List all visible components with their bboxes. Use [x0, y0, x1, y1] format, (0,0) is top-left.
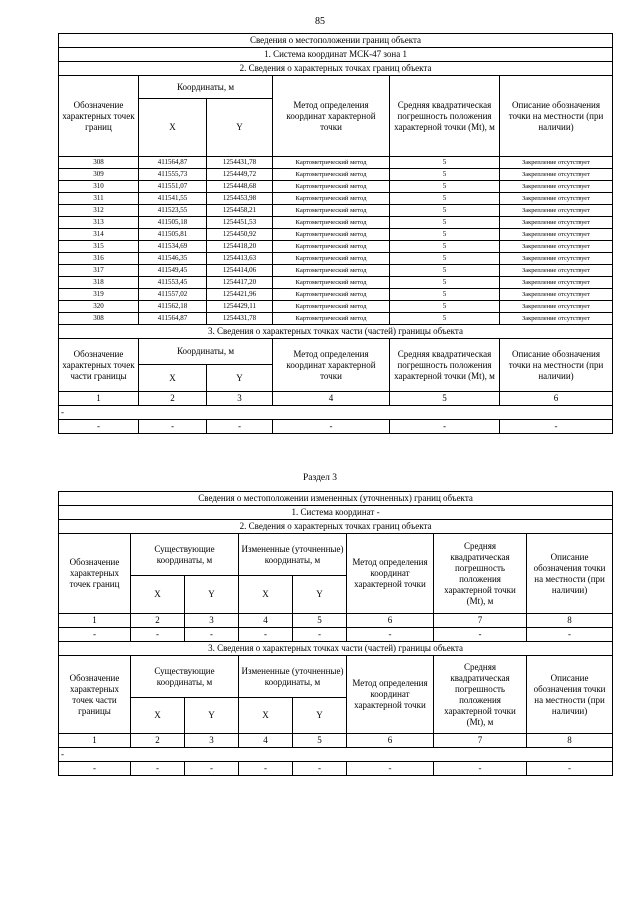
- mt-cell: 5: [390, 277, 500, 289]
- col-num: 6: [347, 614, 434, 628]
- dash-cell: -: [527, 762, 613, 776]
- mt-cell: 5: [390, 289, 500, 301]
- table-row: [59, 313, 613, 325]
- dash-cell: -: [185, 762, 239, 776]
- dash-row: [59, 628, 613, 642]
- x-cell: 411549,45: [139, 265, 207, 277]
- col-num: 2: [131, 614, 185, 628]
- x-cell: 411546,35: [139, 253, 207, 265]
- point-cell: 316: [59, 253, 139, 265]
- y-cell: 1254429,11: [207, 301, 273, 313]
- mt-cell: 5: [390, 193, 500, 205]
- point-cell: 317: [59, 265, 139, 277]
- col-num: 6: [347, 734, 434, 748]
- header-method: Метод определения координат характерной точки: [273, 76, 390, 157]
- y-cell: 1254449,72: [207, 169, 273, 181]
- col-num: 7: [434, 734, 527, 748]
- header3-method: Метод определения координат характерной точки: [347, 656, 434, 734]
- boundaries-table: [58, 33, 613, 434]
- x-cell: 411534,69: [139, 241, 207, 253]
- y-cell: 1254431,78: [207, 313, 273, 325]
- mt-cell: 5: [390, 217, 500, 229]
- description-cell: Закрепление отсутствует: [500, 181, 613, 193]
- method-cell: Картометрический метод: [273, 157, 390, 169]
- header3-description: Описание обозначения точки на местности (при наличии): [527, 656, 613, 734]
- dash-cell: -: [59, 420, 139, 434]
- col-num: 5: [293, 734, 347, 748]
- dash-cell: -: [527, 628, 613, 642]
- y-cell: 1254431,78: [207, 157, 273, 169]
- section-3-title: 3. Сведения о характерных точках части (частей) границы объекта: [59, 325, 613, 339]
- description-cell: Закрепление отсутствует: [500, 301, 613, 313]
- method-cell: Картометрический метод: [273, 253, 390, 265]
- mt-cell: 5: [390, 169, 500, 181]
- col-num: 3: [185, 614, 239, 628]
- col-num: 7: [434, 614, 527, 628]
- changed-boundaries-table: [58, 491, 613, 776]
- dash-cell: -: [139, 420, 207, 434]
- col-num: 4: [239, 734, 293, 748]
- header3-error: Средняя квадратическая погрешность положения характерной точки (Mt), м: [434, 656, 527, 734]
- method-cell: Картометрический метод: [273, 301, 390, 313]
- header3-method: Метод определения координат характерной точки: [273, 339, 390, 392]
- col-num: 1: [59, 392, 139, 406]
- table-row: [59, 277, 613, 289]
- x-cell: 411555,73: [139, 169, 207, 181]
- description-cell: Закрепление отсутствует: [500, 217, 613, 229]
- method-cell: Картометрический метод: [273, 289, 390, 301]
- header-coordinates: Координаты, м: [139, 76, 273, 99]
- mt-cell: 5: [390, 253, 500, 265]
- point-cell: 313: [59, 217, 139, 229]
- header3-x: X: [139, 365, 207, 392]
- header3-existing-x: X: [131, 698, 185, 734]
- header3-changed-y: Y: [293, 698, 347, 734]
- blank-row: -: [59, 406, 613, 420]
- method-cell: Картометрический метод: [273, 313, 390, 325]
- section-2-title: 2. Сведения о характерных точках границ объекта: [59, 62, 613, 76]
- x-cell: 411551,07: [139, 181, 207, 193]
- y-cell: 1254417,20: [207, 277, 273, 289]
- point-cell: 315: [59, 241, 139, 253]
- point-cell: 312: [59, 205, 139, 217]
- header3-existing-y: Y: [185, 698, 239, 734]
- blank-row: -: [59, 748, 613, 762]
- dash-row: [59, 420, 613, 434]
- dash-cell: -: [390, 420, 500, 434]
- header-designation: Обозначение характерных точек границ: [59, 534, 131, 614]
- dash-cell: -: [59, 762, 131, 776]
- x-cell: 411541,55: [139, 193, 207, 205]
- description-cell: Закрепление отсутствует: [500, 277, 613, 289]
- y-cell: 1254451,53: [207, 217, 273, 229]
- dash-cell: -: [347, 762, 434, 776]
- header3-error: Средняя квадратическая погрешность положения характерной точки (Mt), м: [390, 339, 500, 392]
- description-cell: Закрепление отсутствует: [500, 265, 613, 277]
- dash-cell: -: [239, 628, 293, 642]
- x-cell: 411562,18: [139, 301, 207, 313]
- dash-cell: -: [293, 628, 347, 642]
- table-row: [59, 265, 613, 277]
- column-numbers-row: [59, 614, 613, 628]
- x-cell: 411564,87: [139, 313, 207, 325]
- table-row: [59, 217, 613, 229]
- point-cell: 318: [59, 277, 139, 289]
- header-error: Средняя квадратическая погрешность положения характерной точки (Mt), м: [434, 534, 527, 614]
- mt-cell: 5: [390, 301, 500, 313]
- header-designation: Обозначение характерных точек границ: [59, 76, 139, 157]
- dash-cell: -: [131, 628, 185, 642]
- description-cell: Закрепление отсутствует: [500, 157, 613, 169]
- col-num: 6: [500, 392, 613, 406]
- col-num: 3: [207, 392, 273, 406]
- header-error: Средняя квадратическая погрешность положения характерной точки (Mt), м: [390, 76, 500, 157]
- column-numbers-row: [59, 392, 613, 406]
- dash-cell: -: [434, 762, 527, 776]
- method-cell: Картометрический метод: [273, 241, 390, 253]
- description-cell: Закрепление отсутствует: [500, 241, 613, 253]
- description-cell: Закрепление отсутствует: [500, 169, 613, 181]
- header3-changed: Измененные (уточненные) координаты, м: [239, 656, 347, 698]
- description-cell: Закрепление отсутствует: [500, 193, 613, 205]
- coord-system: 1. Система координат -: [59, 506, 613, 520]
- page-number: 85: [315, 16, 325, 27]
- col-num: 1: [59, 734, 131, 748]
- table-row: [59, 241, 613, 253]
- y-cell: 1254453,98: [207, 193, 273, 205]
- col-num: 5: [293, 614, 347, 628]
- dash-cell: -: [273, 420, 390, 434]
- table-row: [59, 205, 613, 217]
- method-cell: Картометрический метод: [273, 229, 390, 241]
- mt-cell: 5: [390, 157, 500, 169]
- point-cell: 320: [59, 301, 139, 313]
- point-cell: 311: [59, 193, 139, 205]
- y-cell: 1254421,96: [207, 289, 273, 301]
- mt-cell: 5: [390, 241, 500, 253]
- y-cell: 1254450,92: [207, 229, 273, 241]
- col-num: 5: [390, 392, 500, 406]
- method-cell: Картометрический метод: [273, 265, 390, 277]
- description-cell: Закрепление отсутствует: [500, 313, 613, 325]
- description-cell: Закрепление отсутствует: [500, 229, 613, 241]
- dash-cell: -: [207, 420, 273, 434]
- x-cell: 411523,55: [139, 205, 207, 217]
- col-num: 8: [527, 734, 613, 748]
- dash-row: [59, 762, 613, 776]
- col-num: 8: [527, 614, 613, 628]
- method-cell: Картометрический метод: [273, 193, 390, 205]
- section-title: Раздел 3: [303, 473, 337, 483]
- header3-coordinates: Координаты, м: [139, 339, 273, 365]
- description-cell: Закрепление отсутствует: [500, 289, 613, 301]
- table-row: [59, 253, 613, 265]
- table-row: [59, 169, 613, 181]
- dash-cell: -: [185, 628, 239, 642]
- y-cell: 1254413,63: [207, 253, 273, 265]
- method-cell: Картометрический метод: [273, 277, 390, 289]
- header-existing: Существующие координаты, м: [131, 534, 239, 576]
- dash-cell: -: [131, 762, 185, 776]
- coord-system: 1. Система координат МСК-47 зона 1: [59, 48, 613, 62]
- point-cell: 308: [59, 157, 139, 169]
- description-cell: Закрепление отсутствует: [500, 253, 613, 265]
- header3-existing: Существующие координаты, м: [131, 656, 239, 698]
- table-row: [59, 157, 613, 169]
- x-cell: 411557,02: [139, 289, 207, 301]
- table-title: Сведения о местоположении измененных (уточненных) границ объекта: [59, 492, 613, 506]
- dash-cell: -: [59, 628, 131, 642]
- header-description: Описание обозначения точки на местности (при наличии): [527, 534, 613, 614]
- point-cell: 319: [59, 289, 139, 301]
- method-cell: Картометрический метод: [273, 169, 390, 181]
- mt-cell: 5: [390, 313, 500, 325]
- x-cell: 411505,18: [139, 217, 207, 229]
- header-y: Y: [207, 99, 273, 157]
- header-x: X: [139, 99, 207, 157]
- header-method: Метод определения координат характерной точки: [347, 534, 434, 614]
- header3-designation: Обозначение характерных точек части границы: [59, 656, 131, 734]
- y-cell: 1254414,06: [207, 265, 273, 277]
- y-cell: 1254448,68: [207, 181, 273, 193]
- x-cell: 411564,87: [139, 157, 207, 169]
- header-existing-y: Y: [185, 576, 239, 614]
- dash-cell: -: [434, 628, 527, 642]
- section-3-title: 3. Сведения о характерных точках части (частей) границы объекта: [59, 642, 613, 656]
- col-num: 3: [185, 734, 239, 748]
- header3-changed-x: X: [239, 698, 293, 734]
- dash-cell: -: [347, 628, 434, 642]
- dash-cell: -: [293, 762, 347, 776]
- table-row: [59, 181, 613, 193]
- point-cell: 310: [59, 181, 139, 193]
- header3-description: Описание обозначения точки на местности (при наличии): [500, 339, 613, 392]
- table-row: [59, 289, 613, 301]
- point-cell: 308: [59, 313, 139, 325]
- dash-cell: -: [500, 420, 613, 434]
- table-row: [59, 301, 613, 313]
- col-num: 4: [239, 614, 293, 628]
- header3-designation: Обозначение характерных точек части границы: [59, 339, 139, 392]
- header-changed: Измененные (уточненные) координаты, м: [239, 534, 347, 576]
- description-cell: Закрепление отсутствует: [500, 205, 613, 217]
- mt-cell: 5: [390, 265, 500, 277]
- col-num: 4: [273, 392, 390, 406]
- y-cell: 1254458,21: [207, 205, 273, 217]
- method-cell: Картометрический метод: [273, 181, 390, 193]
- dash-cell: -: [239, 762, 293, 776]
- y-cell: 1254418,20: [207, 241, 273, 253]
- section-2-title: 2. Сведения о характерных точках границ объекта: [59, 520, 613, 534]
- mt-cell: 5: [390, 229, 500, 241]
- x-cell: 411505,81: [139, 229, 207, 241]
- mt-cell: 5: [390, 181, 500, 193]
- header3-y: Y: [207, 365, 273, 392]
- header-changed-x: X: [239, 576, 293, 614]
- col-num: 2: [139, 392, 207, 406]
- header-existing-x: X: [131, 576, 185, 614]
- header-changed-y: Y: [293, 576, 347, 614]
- table-row: [59, 229, 613, 241]
- table-title: Сведения о местоположении границ объекта: [59, 34, 613, 48]
- x-cell: 411553,45: [139, 277, 207, 289]
- column-numbers-row: [59, 734, 613, 748]
- header-description: Описание обозначения точки на местности (при наличии): [500, 76, 613, 157]
- col-num: 2: [131, 734, 185, 748]
- method-cell: Картометрический метод: [273, 217, 390, 229]
- point-cell: 314: [59, 229, 139, 241]
- method-cell: Картометрический метод: [273, 205, 390, 217]
- mt-cell: 5: [390, 205, 500, 217]
- point-cell: 309: [59, 169, 139, 181]
- col-num: 1: [59, 614, 131, 628]
- table-row: [59, 193, 613, 205]
